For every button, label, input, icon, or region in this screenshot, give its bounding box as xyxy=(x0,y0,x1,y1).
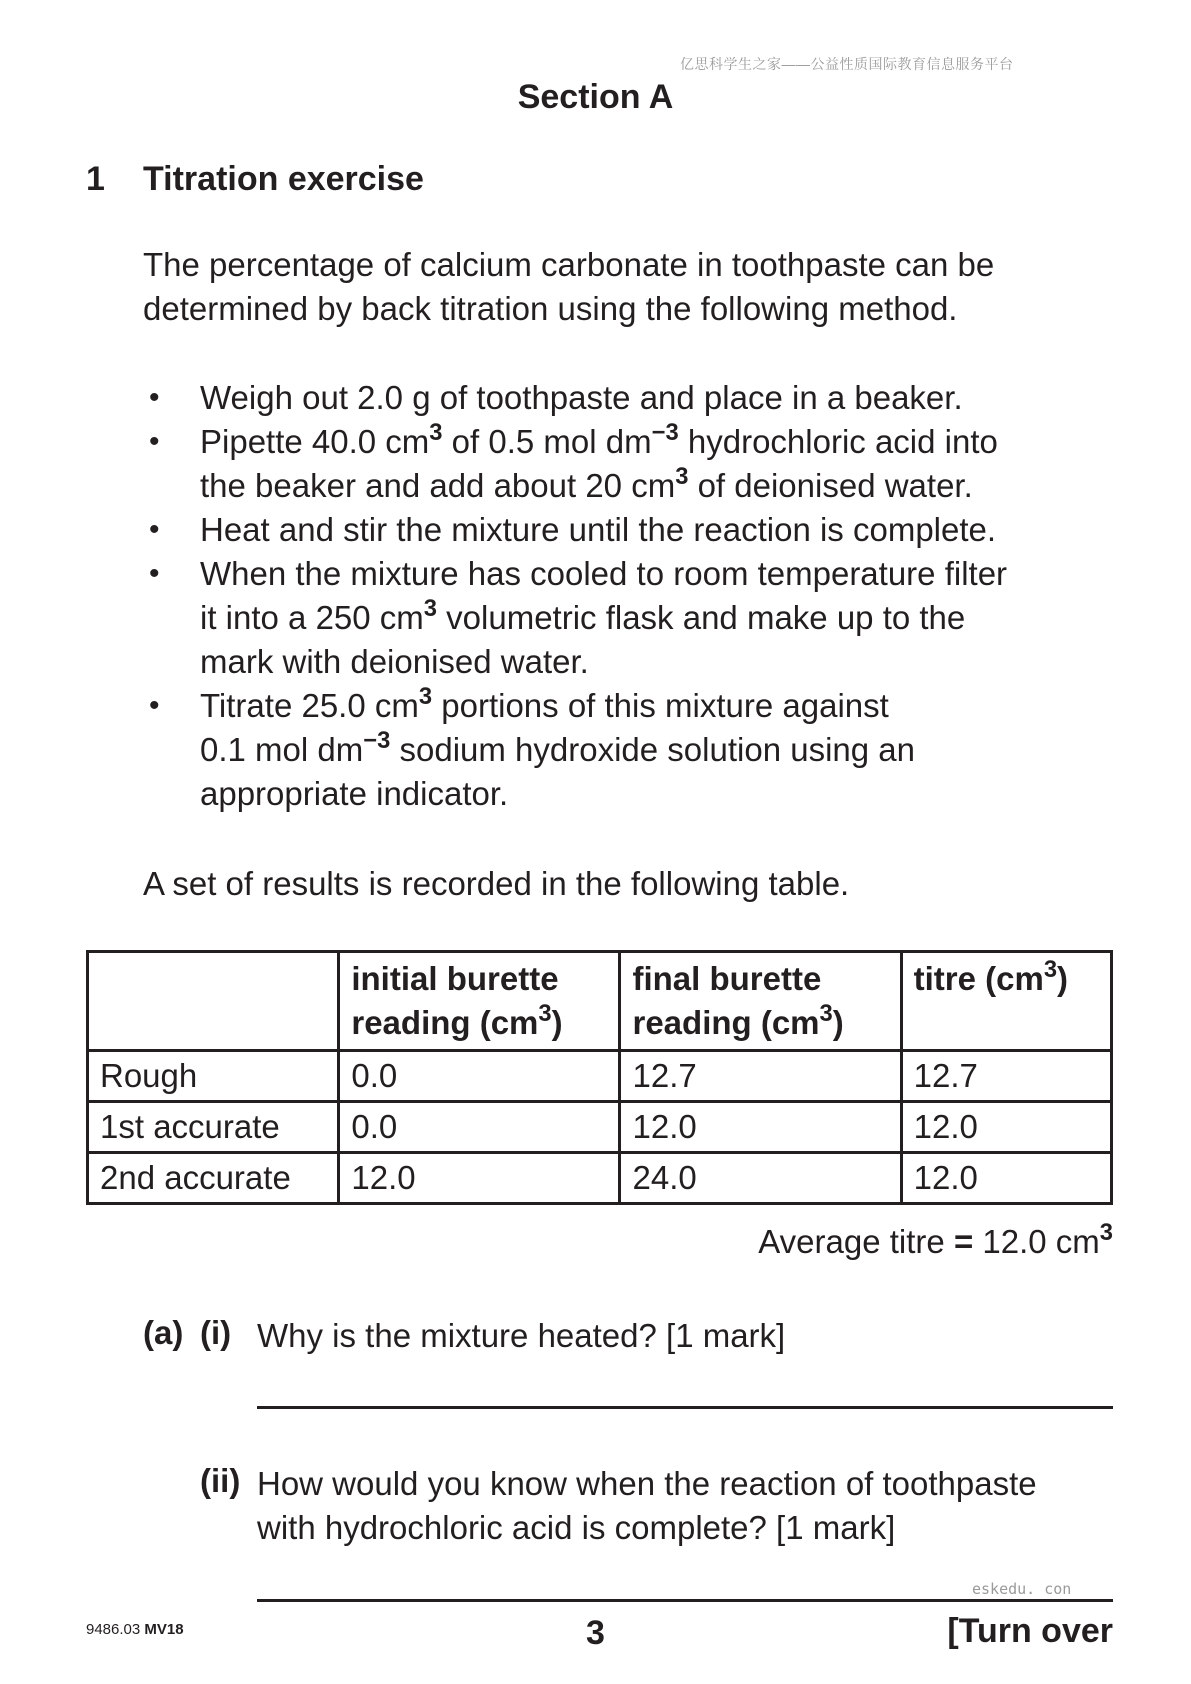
step-text: 0.1 mol dm xyxy=(200,731,364,768)
method-step xyxy=(143,508,1103,552)
table-header-row xyxy=(88,952,1112,1051)
header-blank xyxy=(88,952,339,1051)
part-a-label: (a) xyxy=(143,1314,184,1351)
final-reading: 24.0 xyxy=(620,1153,901,1204)
titre-value: 12.7 xyxy=(901,1051,1111,1102)
superscript: 3 xyxy=(418,682,433,710)
superscript: 3 xyxy=(675,462,689,490)
step-text: Heat and stir the mixture until the reaction is complete. xyxy=(200,511,997,548)
average-label: Average titre xyxy=(758,1223,954,1260)
superscript: −3 xyxy=(363,726,391,754)
turn-over: [Turn over xyxy=(947,1612,1113,1650)
final-reading: 12.0 xyxy=(620,1102,901,1153)
page-number: 3 xyxy=(586,1614,605,1652)
header-text: ) xyxy=(832,1004,844,1041)
initial-reading: 12.0 xyxy=(339,1153,620,1204)
superscript: 3 xyxy=(1043,955,1058,983)
method-list xyxy=(143,376,1103,816)
question-number: 1 xyxy=(86,160,105,198)
step-text: volumetric flask and make up to the xyxy=(437,599,966,636)
superscript: 3 xyxy=(538,999,552,1027)
superscript: 3 xyxy=(1099,1218,1113,1246)
table-row xyxy=(88,1102,1112,1153)
superscript: 3 xyxy=(819,999,833,1027)
titre-value: 12.0 xyxy=(901,1153,1111,1204)
section-title: Section A xyxy=(517,78,674,116)
question-intro xyxy=(143,243,1123,331)
table-row xyxy=(88,1153,1112,1204)
average-value: 12.0 cm xyxy=(973,1223,1100,1260)
part-i-label: (i) xyxy=(200,1314,232,1351)
initial-reading: 0.0 xyxy=(339,1102,620,1153)
bullet-icon: • xyxy=(149,425,160,458)
superscript: −3 xyxy=(651,418,679,446)
results-intro: A set of results is recorded in the following table. xyxy=(143,865,850,902)
paper-code-series: MV18 xyxy=(144,1621,184,1638)
equals-sign: = xyxy=(953,1223,974,1260)
part-ii-label: (ii) xyxy=(200,1462,241,1499)
row-label: 1st accurate xyxy=(88,1102,339,1153)
initial-reading: 0.0 xyxy=(339,1051,620,1102)
header-text: initial burette xyxy=(351,960,559,997)
part-i-question: Why is the mixture heated? [1 mark] xyxy=(257,1317,786,1354)
row-label: 2nd accurate xyxy=(88,1153,339,1204)
bullet-icon: • xyxy=(149,689,160,722)
question-title: Titration exercise xyxy=(143,160,424,198)
step-text: Titrate 25.0 cm xyxy=(200,687,419,724)
step-text: of 0.5 mol dm xyxy=(442,423,652,460)
header-text: reading (cm xyxy=(632,1004,820,1041)
step-text: mark with deionised water. xyxy=(200,643,589,680)
step-text: Weigh out 2.0 g of toothpaste and place in a beaker. xyxy=(200,379,963,416)
method-step xyxy=(143,420,1103,508)
header-text: final burette xyxy=(632,960,822,997)
bullet-icon: • xyxy=(149,557,160,590)
answer-line-i[interactable] xyxy=(257,1406,1113,1409)
step-text: it into a 250 cm xyxy=(200,599,424,636)
header-text: ) xyxy=(551,1004,563,1041)
step-text: Pipette 40.0 cm xyxy=(200,423,430,460)
superscript: 3 xyxy=(423,594,437,622)
intro-line: determined by back titration using the following method. xyxy=(143,290,958,327)
method-step xyxy=(143,684,1103,816)
step-text: When the mixture has cooled to room temperature filter xyxy=(200,555,1008,592)
header-initial xyxy=(339,952,620,1051)
method-step xyxy=(143,552,1103,684)
intro-line: The percentage of calcium carbonate in toothpaste can be xyxy=(143,246,995,283)
superscript: 3 xyxy=(429,418,443,446)
header-final xyxy=(620,952,901,1051)
answer-line-ii[interactable] xyxy=(257,1599,1113,1602)
bullet-icon: • xyxy=(149,513,160,546)
question-line: How would you know when the reaction of toothpaste xyxy=(257,1465,1037,1502)
method-step xyxy=(143,376,1103,420)
step-text: portions of this mixture against xyxy=(432,687,889,724)
titre-value: 12.0 xyxy=(901,1102,1111,1153)
results-table xyxy=(86,950,1113,1205)
bullet-icon: • xyxy=(149,381,160,414)
header-titre xyxy=(901,952,1111,1051)
header-text: reading (cm xyxy=(351,1004,539,1041)
step-text: appropriate indicator. xyxy=(200,775,509,812)
average-titre xyxy=(758,1218,1113,1261)
header-text: ) xyxy=(1057,960,1069,997)
row-label: Rough xyxy=(88,1051,339,1102)
table-row xyxy=(88,1051,1112,1102)
part-ii-question xyxy=(257,1462,1117,1550)
watermark-header: 亿思科学生之家——公益性质国际教育信息服务平台 xyxy=(680,56,1014,72)
header-text: titre (cm xyxy=(913,960,1044,997)
step-text: hydrochloric acid into xyxy=(678,423,998,460)
step-text: the beaker and add about 20 cm xyxy=(200,467,676,504)
step-text: of deionised water. xyxy=(688,467,973,504)
question-line: with hydrochloric acid is complete? [1 mark] xyxy=(257,1509,896,1546)
step-text: sodium hydroxide solution using an xyxy=(390,731,915,768)
watermark-footer: eskedu. con xyxy=(972,1580,1072,1598)
final-reading: 12.7 xyxy=(620,1051,901,1102)
paper-code-number: 9486.03 xyxy=(86,1621,145,1638)
